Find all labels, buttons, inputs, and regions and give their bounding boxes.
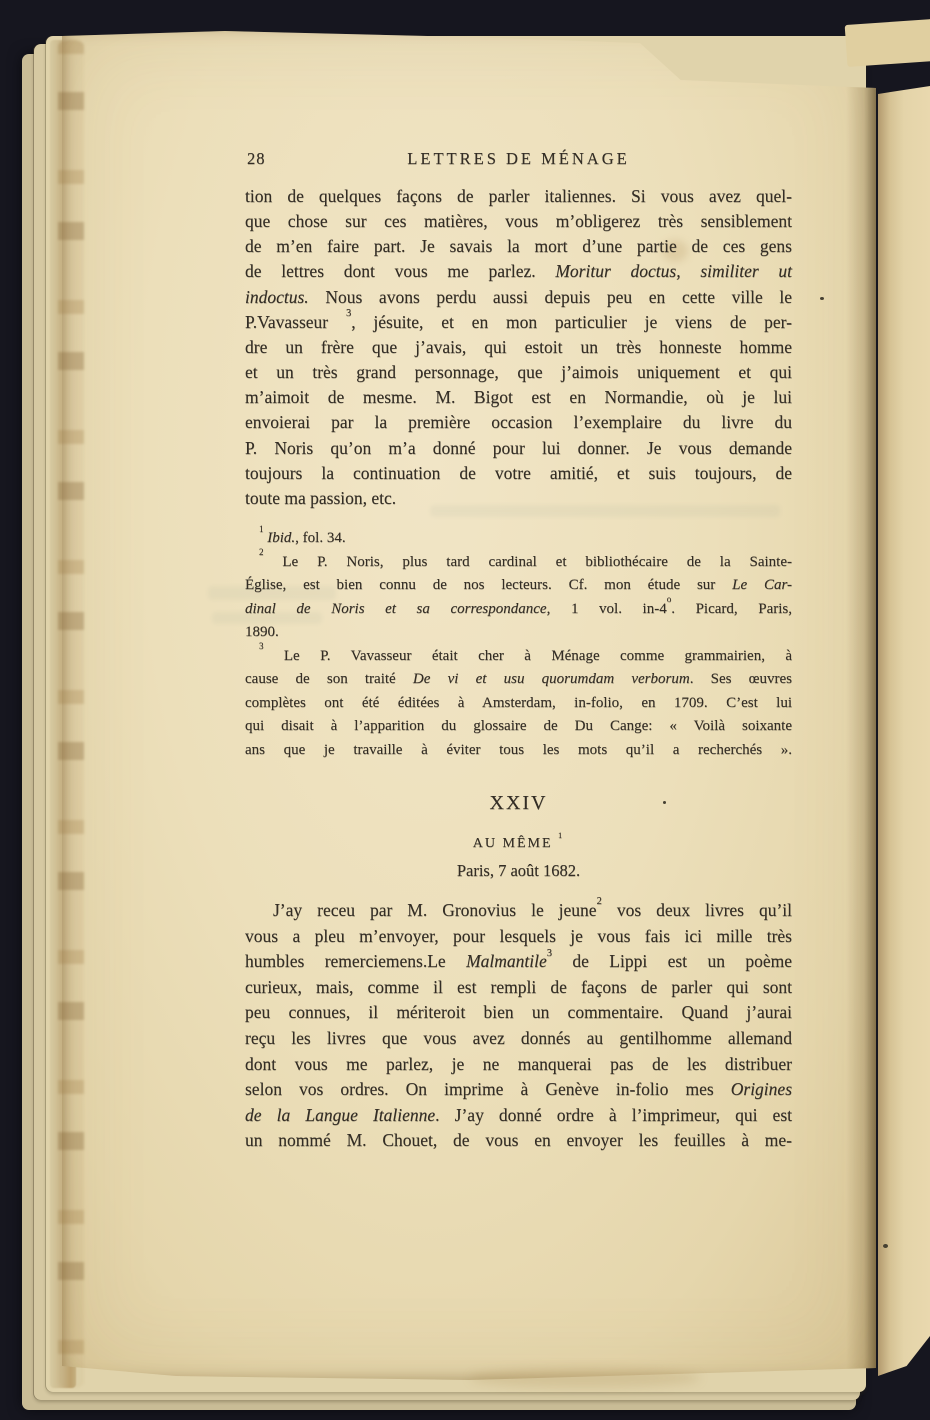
text-line [245,184,792,209]
text-segment: cause de son traité [245,671,413,687]
text-line [245,410,792,435]
text-line [245,594,793,622]
text-segment: Le Car- [732,577,792,593]
text-segment: envoierai par la première occasion l’exemplaire du livre du [245,412,792,433]
text-segment: de la Langue Italienne [245,1104,436,1125]
footnote-marker: 3 [259,641,264,652]
deckle-stain [58,40,84,1388]
text-segment: Ibid. [267,530,296,546]
next-page-edge [878,86,930,1378]
text-segment: dont vous me parlez, je ne manquerai pas de les distribuer [245,1053,792,1074]
footnote-marker: 2 [596,896,602,908]
text-line [245,360,792,385]
text-segment: de lettres dont vous me parlez. [245,261,556,282]
text-segment: dre un frère que j’avais, qui estoit un très honneste homme [245,336,792,357]
text-segment: Nous avons perdu aussi depuis peu en cette ville le [308,286,792,307]
text-segment: de Lippi est un poème [552,951,792,972]
dateline [245,861,792,881]
text-segment: de m’en faire part. Je savais la mort d’une partie de ces gens [245,236,792,257]
text-line [245,668,792,692]
text-segment: . Ses œuvres [689,671,792,687]
footnote-marker: 1 [259,523,264,534]
footnote-marker: 2 [259,547,264,558]
text-line [245,975,792,1001]
text-line [245,436,792,461]
text-segment: P.Vavasseur [245,311,346,332]
text-segment: un nommé M. Chouet, de vous en envoyer les feuilles à me- [245,1130,792,1151]
text-segment: Origines [730,1079,792,1100]
text-line [245,621,792,645]
text-segment: vous a pleu m’envoyer, pour lesquels je vous fais ici mille très [245,925,792,946]
text-line [245,523,792,551]
text-segment: Moritur doctus, similiter ut [555,261,792,282]
text-line [245,739,792,763]
text-line [245,1000,792,1026]
text-line [245,574,792,598]
text-segment: Le P. Noris, plus tard cardinal et bibliothécaire de la Sainte- [263,553,792,570]
text-segment: Église, est bien connu de nos lecteurs. Cf. mon étude sur [245,577,733,593]
text-segment: indoctus. [245,286,309,307]
text-line [245,692,792,716]
text-line [245,1026,792,1052]
text-segment: . J’ay donné ordre à l’imprimeur, qui est [435,1104,792,1125]
text-line [245,486,792,511]
footnote-marker: 3 [546,947,552,959]
text-segment: tion de quelques façons de parler italiennes. Si vous avez quel- [245,186,792,206]
text-line [245,209,792,234]
text-line [245,949,792,975]
paper-speck [820,297,824,300]
text-segment: , fol. 34. [295,530,346,546]
text-segment: , 1 vol. in-4 [546,600,667,617]
text-segment: complètes ont été éditées à Amsterdam, in-folio, en 1709. C’est lui [245,694,792,711]
text-segment: , jésuite, et en mon particulier je viens de per- [351,311,792,332]
text-line [245,234,792,259]
text-segment: toute ma passion, etc. [245,487,397,508]
text-segment: Le P. Vavasseur était cher à Ménage comme grammairien, à [263,647,792,664]
paper-speck [883,1244,888,1248]
section-heading [245,792,792,815]
text-segment: et un très grand personnage, que j’aimois uniquement et qui [245,362,792,383]
text-segment: vos deux livres qu’il [601,900,793,920]
running-title: LETTRES DE MÉNAGE [407,149,630,168]
text-segment: curieux, mais, comme il est rempli de façons de parler qui sont [245,976,792,997]
text-segment: que chose sur ces matières, vous m’obligerez très sensiblement [245,211,792,232]
text-segment: dinal de Noris et sa correspondance [245,600,547,617]
running-head [245,149,792,173]
text-segment: . Picard, Paris, [671,600,793,617]
footnote-marker: 1 [558,830,565,840]
footnote-marker: o [666,594,672,605]
text-segment: J’ay receu par M. Gronovius le jeune [273,900,597,920]
text-segment: toujours la continuation de votre amitié, et suis toujours, de [245,462,792,483]
footnote-section [245,523,793,762]
salutation [245,830,792,852]
text-line [245,461,792,486]
page-corner-sheet [845,19,930,67]
text-line [245,924,792,950]
text-line [245,310,792,335]
text-segment: AU MÊME [472,836,559,851]
text-line [245,898,792,924]
text-line [245,715,792,739]
page-number: 28 [247,149,266,168]
dateline-text: Paris, 7 août 1682. [456,861,581,880]
text-segment: peu connues, il mériteroit bien un commentaire. Quand j’aurai [245,1002,792,1023]
text-line [245,547,792,575]
text-segment: qui disait à l’apparition du glossaire de Du Cange: « Voilà soixante [245,718,792,734]
text-line [245,1103,792,1129]
text-line [245,830,792,852]
letter-xxiii-continuation [245,184,792,511]
text-line [245,1077,792,1103]
text-line [245,1128,792,1154]
letter-number: XXIV [489,792,548,814]
text-segment: selon vos ordres. On imprime à Genève in-folio mes [245,1079,731,1100]
paper-stain [470,1368,700,1388]
text-line [245,385,792,410]
text-segment: P. Noris qu’on m’a donné pour lui donner. Je vous demande [245,437,792,458]
text-segment: humbles remerciemens.Le [245,951,467,972]
text-segment: 1890. [245,624,279,640]
footnote-marker: 3 [345,308,352,320]
text-segment: reçu les livres que vous avez donnés au gentilhomme allemand [245,1027,792,1048]
text-segment: ans que je travaille à éviter tous les mots qu’il a recherchés ». [245,741,792,758]
text-segment: Malmantile [466,951,547,972]
text-line [245,335,792,360]
text-line [245,285,792,310]
text-segment: m’aimoit de mesme. M. Bigot est en Normandie, où je lui [245,387,792,408]
text-segment: De vi et usu quorumdam verborum [412,671,690,687]
text-line [245,1052,792,1078]
text-line [245,641,792,669]
text-line [245,259,792,284]
letter-xxiv-body [245,898,792,1154]
